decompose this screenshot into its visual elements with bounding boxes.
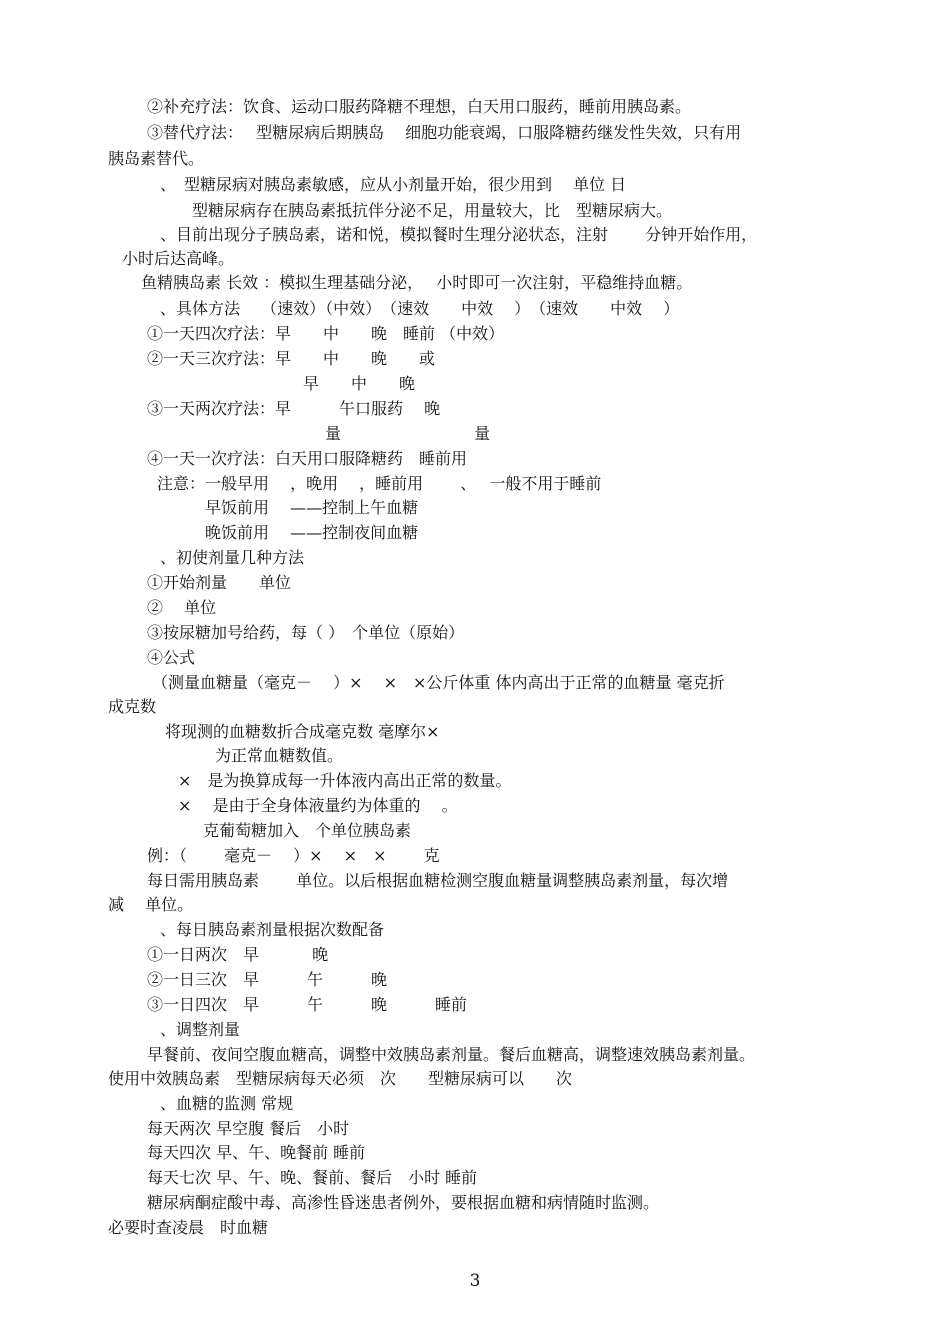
text-line-18: 晚饭前用 ——控制夜间血糖: [205, 523, 419, 542]
text-line-31: 例：（ 毫克－ ）× × × 克: [147, 846, 440, 865]
text-line-15: ④一天一次疗法：白天用口服降糖药 睡前用: [147, 449, 468, 468]
text-line-21: ② 单位: [147, 598, 217, 617]
text-line-34: 、每日胰岛素剂量根据次数配备: [160, 920, 385, 939]
text-line-30: 克葡萄糖加入 个单位胰岛素: [203, 821, 412, 840]
text-line-26: 将现测的血糖数折合成毫克数 毫摩尔×: [165, 722, 440, 741]
text-line-42: 每天两次 早空腹 餐后 小时: [147, 1119, 350, 1138]
text-line-19: 、初使剂量几种方法: [160, 548, 305, 567]
text-line-29: × 是由于全身体液量约为体重的 。: [178, 796, 458, 815]
text-line-33: 减 单位。: [108, 895, 194, 914]
text-line-46: 必要时查凌晨 时血糖: [108, 1218, 269, 1237]
text-line-23: ④公式: [147, 648, 196, 667]
text-line-11: ②一天三次疗法：早 中 晚 或: [147, 349, 436, 368]
text-line-1: ②补充疗法：饮食、运动口服药降糖不理想，白天用口服药，睡前用胰岛素。: [147, 97, 692, 116]
page-number: 3: [469, 1271, 481, 1291]
text-line-8: 鱼精胰岛素 长效 ：模拟生理基础分泌， 小时即可一次注射，平稳维持血糖。: [141, 273, 693, 292]
text-line-4: 、 型糖尿病对胰岛素敏感，应从小剂量开始，很少用到 单位 日: [160, 175, 627, 194]
text-line-38: 、调整剂量: [160, 1020, 241, 1039]
text-line-35: ①一日两次 早 晚: [147, 945, 329, 964]
text-line-10: ①一天四次疗法：早 中 晚 睡前 （中效）: [147, 324, 505, 343]
text-line-25: 成克数: [108, 697, 157, 716]
text-line-45: 糖尿病酮症酸中毒、高渗性昏迷患者例外，要根据血糖和病情随时监测。: [147, 1193, 660, 1212]
text-line-6: 、目前出现分子胰岛素，诺和悦，模拟餐时生理分泌状态，注射 分钟开始作用，: [160, 225, 758, 244]
text-line-43: 每天四次 早、午、晚餐前 睡前: [147, 1143, 366, 1162]
text-line-24: （测量血糖量（毫克－ ）× × ×公斤体重 体内高出于正常的血糖量 毫克折: [152, 673, 725, 692]
text-line-3: 胰岛素替代。: [108, 149, 205, 168]
text-line-9: 、具体方法 （速效）（中效） （速效 中效 ） （速效 中效 ）: [160, 299, 680, 318]
text-line-36: ②一日三次 早 午 晚: [147, 970, 388, 989]
text-line-13: ③一天两次疗法：早 午口服药 晚: [147, 399, 441, 418]
text-line-2: ③替代疗法： 型糖尿病后期胰岛 细胞功能衰竭，口服降糖药继发性失效，只有用: [147, 123, 742, 142]
text-line-27: 为正常血糖数值。: [215, 746, 344, 765]
text-line-28: × 是为换算成每一升体液内高出正常的数量。: [178, 771, 512, 790]
text-line-44: 每天七次 早、午、晚、餐前、餐后 小时 睡前: [147, 1168, 478, 1187]
text-line-20: ①开始剂量 单位: [147, 573, 292, 592]
text-line-40: 使用中效胰岛素 型糖尿病每天必须 次 型糖尿病可以 次: [108, 1069, 573, 1088]
text-line-39: 早餐前、夜间空腹血糖高，调整中效胰岛素剂量。餐后血糖高，调整速效胰岛素剂量。: [147, 1045, 756, 1064]
text-line-14: 量 量: [325, 424, 491, 443]
text-line-5: 型糖尿病存在胰岛素抵抗伴分泌不足，用量较大，比 型糖尿病大。: [192, 201, 673, 220]
text-line-12: 早 中 晚: [303, 374, 416, 393]
text-line-32: 每日需用胰岛素 单位。以后根据血糖检测空腹血糖量调整胰岛素剂量，每次增: [147, 871, 729, 890]
text-line-7: 小时后达高峰。: [122, 249, 235, 268]
text-line-16: 注意：一般早用 ，晚用 ，睡前用 、 一般不用于睡前: [157, 474, 602, 493]
text-line-37: ③一日四次 早 午 晚 睡前: [147, 995, 468, 1014]
text-line-41: 、血糖的监测 常规: [160, 1094, 294, 1113]
text-line-22: ③按尿糖加号给药，每（ ） 个单位（原始）: [147, 623, 465, 642]
text-line-17: 早饭前用 ——控制上午血糖: [205, 498, 419, 517]
